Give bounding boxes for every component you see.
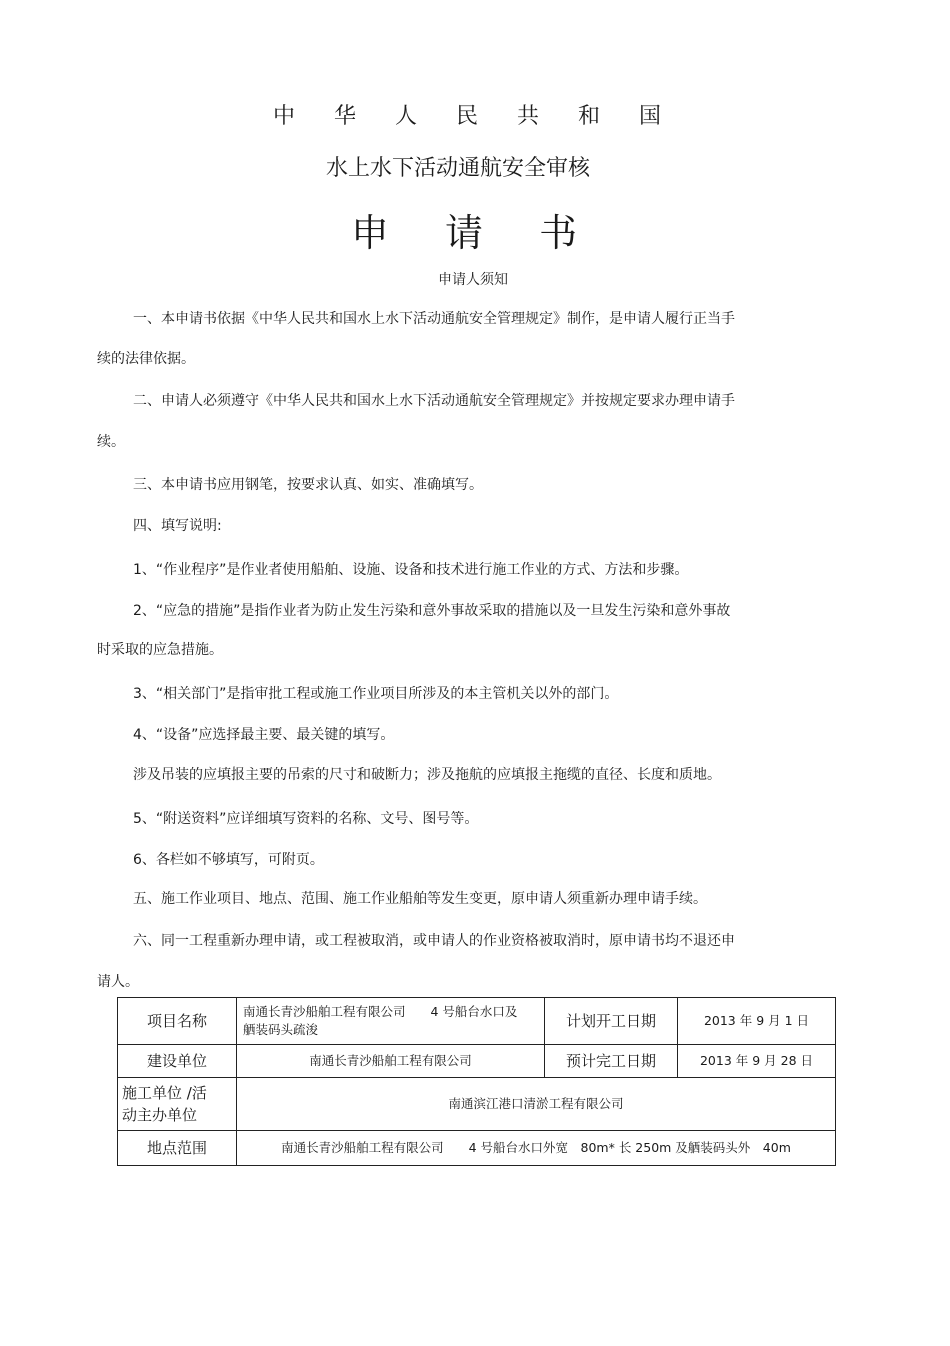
title-subject: 水上水下活动通航安全审核	[325, 156, 590, 181]
contractor-label-line-2: 动主办单位	[122, 1106, 198, 1124]
plan-start-label: 计划开工日期	[545, 998, 678, 1045]
instruction-2-line-2: 时采取的应急措施。	[97, 642, 223, 658]
instruction-1: 1、“作业程序”是作业者使用船舶、设施、设备和技术进行施工作业的方式、方法和步骤。	[133, 562, 689, 578]
title-country: 中 华 人 民 共 和 国	[273, 104, 677, 129]
notice-item-1-line-2: 续的法律依据。	[97, 351, 195, 367]
plan-start-value: 2013 年 9 月 1 日	[678, 998, 836, 1045]
notice-item-5: 五、施工作业项目、地点、范围、施工作业船舶等发生变更，原申请人须重新办理申请手续。	[133, 891, 707, 907]
project-name-value-line-2: 舾装码头疏浚	[243, 1022, 319, 1037]
table-row	[118, 1131, 836, 1166]
location-value: 南通长青沙船舶工程有限公司 4 号船台水口外宽 80m* 长 250m 及舾装码头外 40m	[237, 1131, 836, 1166]
builder-value: 南通长青沙船舶工程有限公司	[237, 1045, 545, 1078]
instruction-4: 4、“设备”应选择最主要、最关键的填写。	[133, 727, 395, 743]
instruction-6: 6、各栏如不够填写，可附页。	[133, 852, 324, 868]
notice-heading: 申请人须知	[438, 272, 508, 288]
table-row	[118, 1045, 836, 1078]
notice-item-6-line-2: 请人。	[97, 974, 139, 990]
notice-item-6-line-1: 六、同一工程重新办理申请，或工程被取消，或申请人的作业资格被取消时，原申请书均不退还申	[133, 933, 735, 949]
contractor-label-line-1: 施工单位 /活	[122, 1084, 207, 1102]
plan-end-label: 预计完工日期	[545, 1045, 678, 1078]
notice-item-3: 三、本申请书应用钢笔，按要求认真、如实、准确填写。	[133, 477, 483, 493]
location-label: 地点范围	[118, 1131, 237, 1166]
table-row	[118, 998, 836, 1045]
notice-item-1-line-1: 一、本申请书依据《中华人民共和国水上水下活动通航安全管理规定》制作，是申请人履行正当手	[133, 311, 735, 327]
table-row	[118, 1078, 836, 1131]
title-document: 申 请 书	[350, 211, 600, 255]
instruction-5: 5、“附送资料”应详细填写资料的名称、文号、图号等。	[133, 811, 479, 827]
contractor-value: 南通滨江港口清淤工程有限公司	[237, 1078, 836, 1131]
instruction-2-line-1: 2、“应急的措施”是指作业者为防止发生污染和意外事故采取的措施以及一旦发生污染和意外事故	[133, 603, 731, 619]
project-name-value-line-1: 南通长青沙船舶工程有限公司 4 号船台水口及	[243, 1004, 518, 1019]
plan-end-value: 2013 年 9 月 28 日	[678, 1045, 836, 1078]
instruction-3: 3、“相关部门”是指审批工程或施工作业项目所涉及的本主管机关以外的部门。	[133, 686, 619, 702]
application-info-table	[117, 997, 836, 1166]
notice-item-4: 四、填写说明:	[133, 518, 222, 534]
project-name-label: 项目名称	[118, 998, 237, 1045]
contractor-label	[118, 1078, 237, 1131]
builder-label: 建设单位	[118, 1045, 237, 1078]
project-name-value	[237, 998, 545, 1045]
instruction-4-note: 涉及吊装的应填报主要的吊索的尺寸和破断力；涉及拖航的应填报主拖缆的直径、长度和质地。	[133, 767, 721, 783]
notice-item-2-line-2: 续。	[97, 434, 125, 450]
notice-item-2-line-1: 二、申请人必须遵守《中华人民共和国水上水下活动通航安全管理规定》并按规定要求办理申请手	[133, 393, 735, 409]
